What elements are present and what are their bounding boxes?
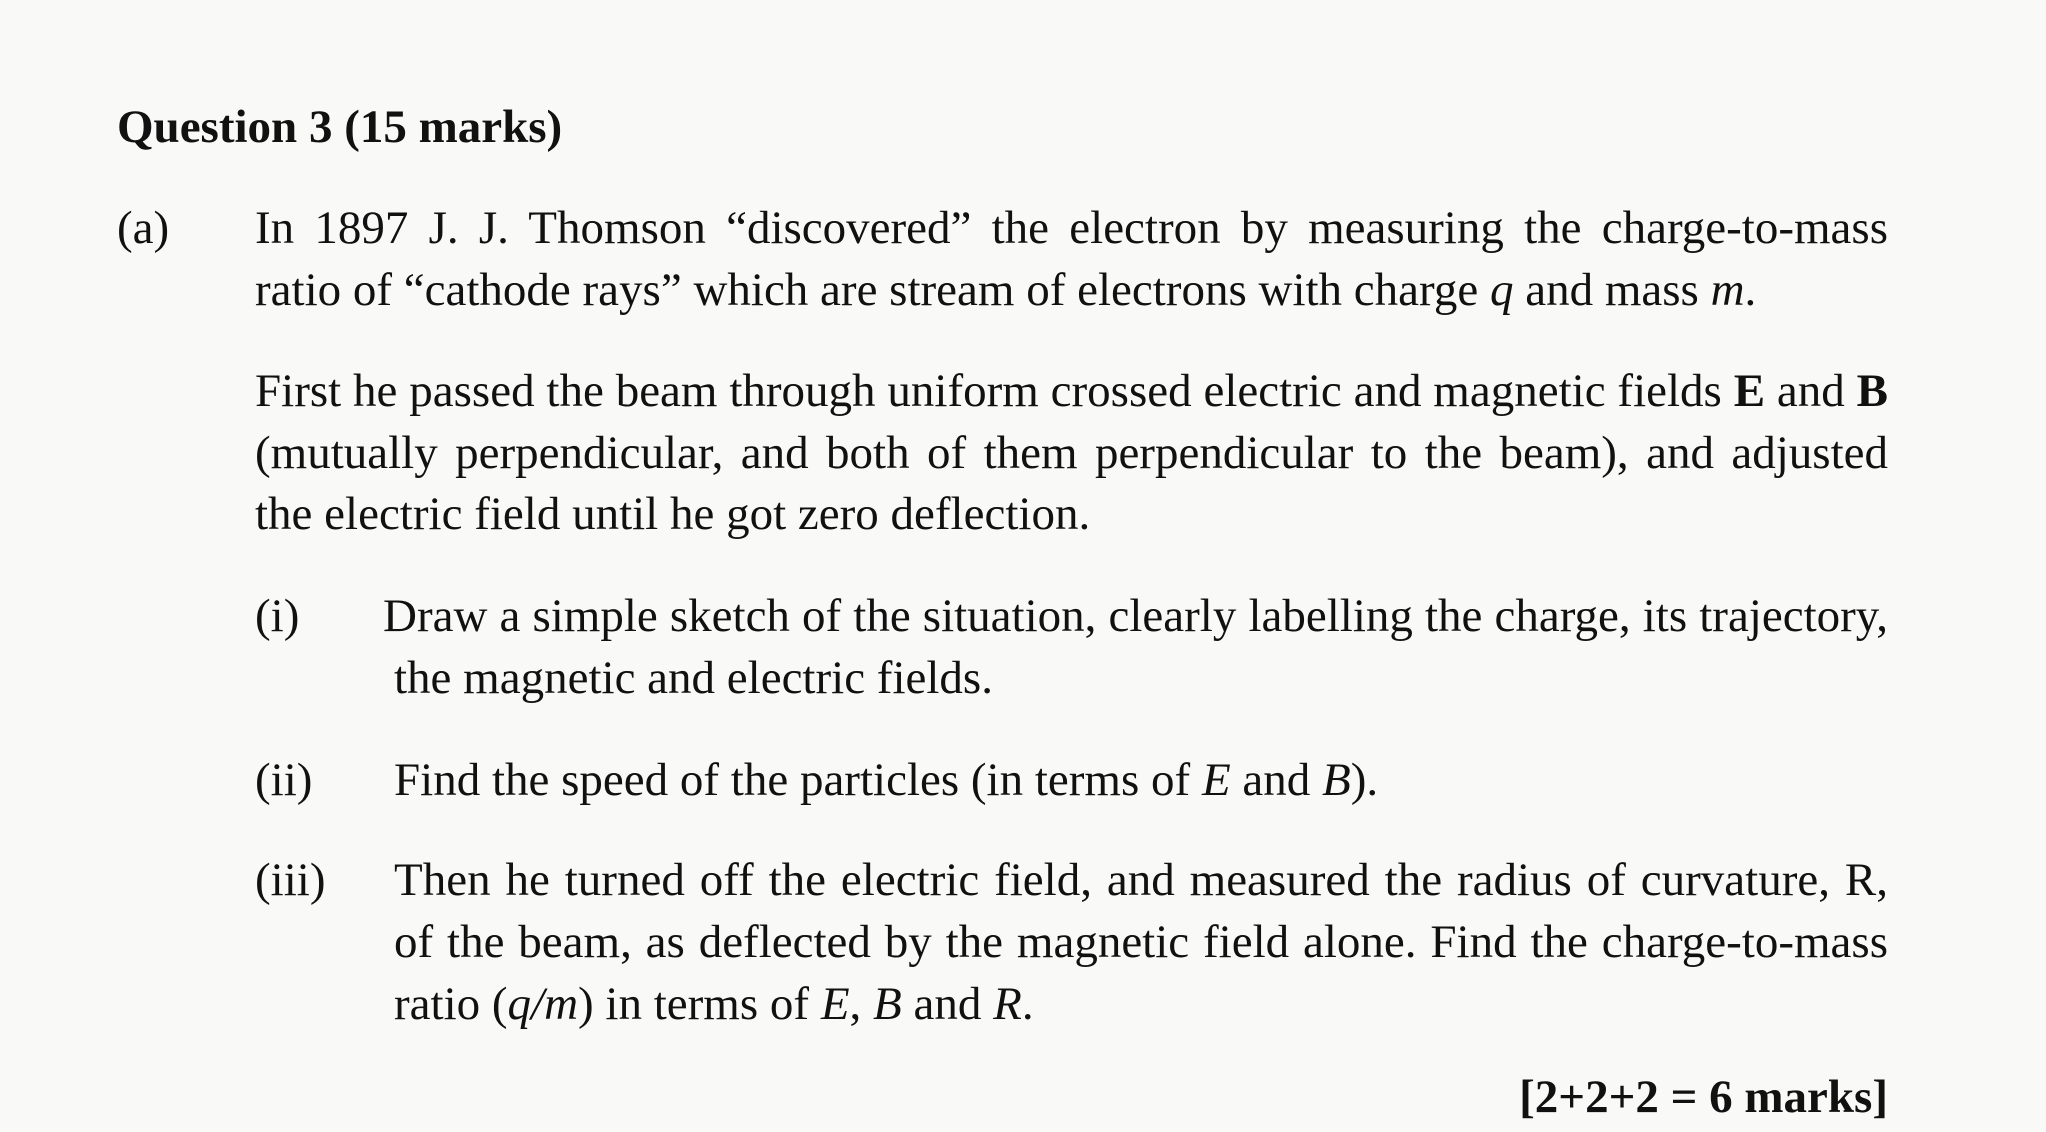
sub-i-label: (i) — [255, 590, 300, 642]
setup-line-2: (mutually perpendicular, and both of them perpendicular to the beam), and adjusted — [255, 427, 1888, 479]
sub-iii-line-1: Then he turned off the electric field, and measured the radius of curvature, R, — [394, 854, 1888, 906]
part-a-label: (a) — [117, 202, 170, 254]
sub-i-line-2: the magnetic and electric fields. — [394, 652, 993, 704]
intro-line-1: In 1897 J. J. Thomson “discovered” the electron by measuring the charge-to-mass — [255, 202, 1888, 254]
sub-iii-line-2: of the beam, as deflected by the magnetic field alone. Find the charge-to-mass — [394, 916, 1888, 968]
setup-line-3: the electric field until he got zero deflection. — [255, 488, 1091, 540]
sub-iii-line-3: ratio (q/m) in terms of E, B and R. — [394, 978, 1034, 1030]
sub-iii-label: (iii) — [255, 854, 326, 906]
magnetic-field-symbol: B — [1856, 365, 1888, 417]
marks-allocation: [2+2+2 = 6 marks] — [1519, 1071, 1888, 1123]
intro-line-2: ratio of “cathode rays” which are stream of electrons with charge q and mass m. — [255, 264, 1757, 316]
charge-symbol: q — [1489, 264, 1514, 316]
sub-ii-text: Find the speed of the particles (in terms of E and B). — [394, 754, 1379, 806]
setup-line-1: First he passed the beam through uniform crossed electric and magnetic fields E and B — [255, 365, 1888, 417]
electric-field-symbol: E — [1733, 365, 1766, 417]
sub-ii-label: (ii) — [255, 754, 313, 806]
mass-symbol: m — [1710, 264, 1745, 316]
sub-i-line-1: Draw a simple sketch of the situation, clearly labelling the charge, its trajectory, — [383, 590, 1888, 642]
question-heading: Question 3 (15 marks) — [117, 101, 563, 153]
